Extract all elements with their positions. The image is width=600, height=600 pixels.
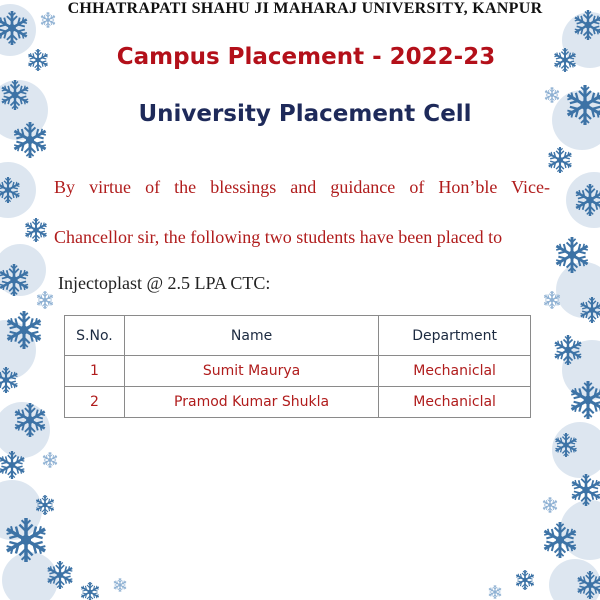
cell-sno: 1: [65, 356, 125, 387]
page-title: Campus Placement - 2022-23: [116, 44, 496, 70]
page-subtitle: University Placement Cell: [138, 101, 472, 127]
body-text-line-1: By virtue of the blessings and guidance of Hon’ble Vice-: [54, 177, 550, 197]
column-header-name: Name: [124, 316, 378, 356]
cell-department: Mechaniclal: [379, 387, 531, 418]
column-header-department: Department: [379, 316, 531, 356]
cell-sno: 2: [65, 387, 125, 418]
body-text-line-2: Chancellor sir, the following two students have been placed to: [54, 227, 503, 247]
cell-name: Sumit Maurya: [124, 356, 378, 387]
table-row: [65, 387, 531, 418]
table-header-row: [65, 316, 531, 356]
placement-table: [64, 315, 531, 418]
table-row: [65, 356, 531, 387]
cell-department: Mechaniclal: [379, 356, 531, 387]
university-name: CHHATRAPATI SHAHU JI MAHARAJ UNIVERSITY, KANPUR: [67, 0, 543, 17]
column-header-sno: S.No.: [65, 316, 125, 356]
cell-name: Pramod Kumar Shukla: [124, 387, 378, 418]
body-text-line-3: Injectoplast @ 2.5 LPA CTC:: [58, 273, 271, 293]
